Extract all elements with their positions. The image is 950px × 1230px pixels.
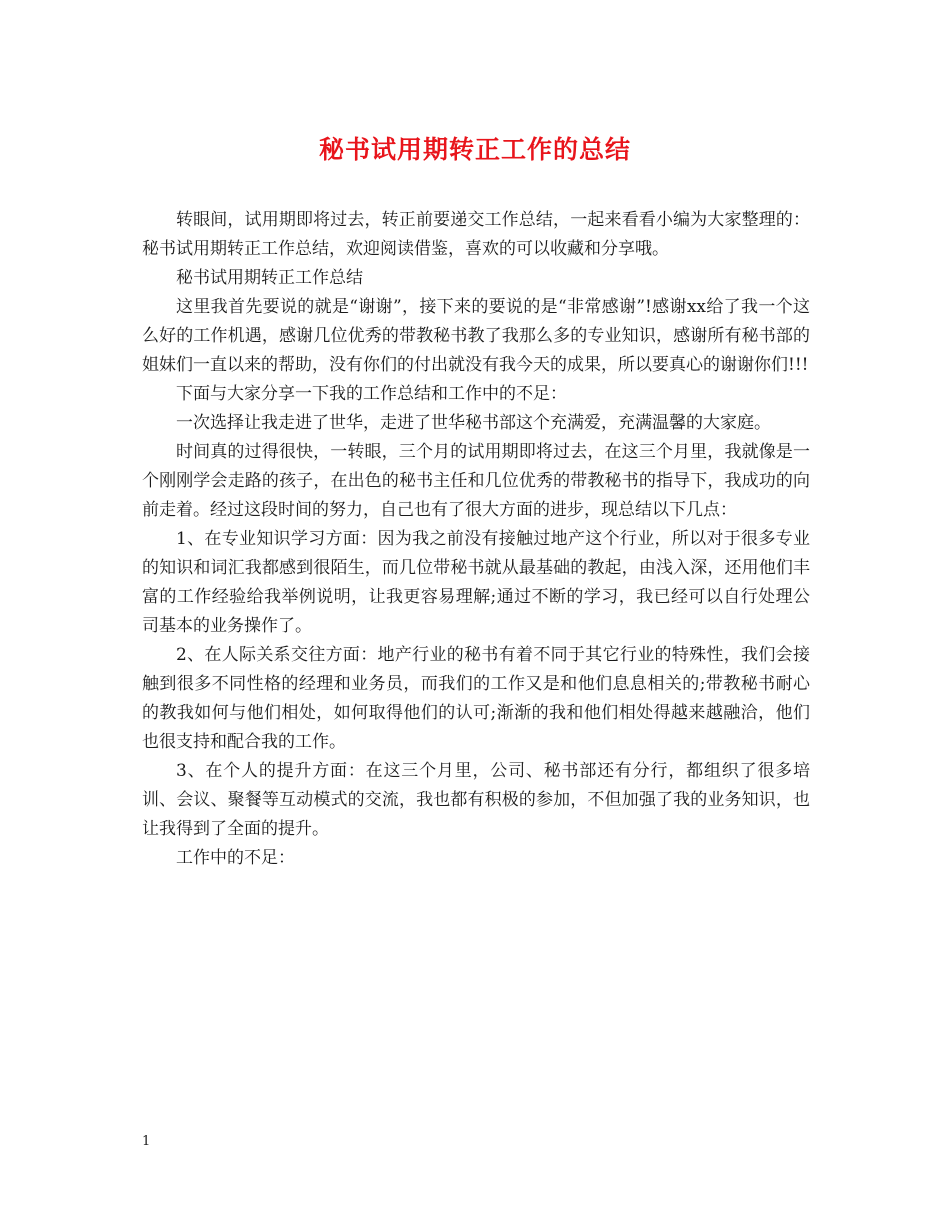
share-paragraph: 下面与大家分享一下我的工作总结和工作中的不足： <box>176 384 567 404</box>
point-1-paragraph: 1、在专业知识学习方面：因为我之前没有接触过地产这个行业，所以对于很多专业的知识和词汇我都感到很陌生，而几位带秘书就从最基础的教起，由浅入深，还用他们丰富的工作经验给我举例说明，让我更容易理解;通过不断的学习，我已经可以自行处理公司基本的业务操作了。 <box>142 529 810 636</box>
document-body <box>142 206 810 873</box>
point-3-paragraph: 3、在个人的提升方面：在这三个月里，公司、秘书部还有分行，都组织了很多培训、会议、聚餐等互动模式的交流，我也都有积极的参加，不但加强了我的业务知识，也让我得到了全面的提升。 <box>142 761 810 839</box>
point-2-paragraph: 2、在人际关系交往方面：地产行业的秘书有着不同于其它行业的特殊性，我们会接触到很多不同性格的经理和业务员，而我们的工作又是和他们息息相关的;带教秘书耐心的教我如何与他们相处，如何取得他们的认可;渐渐的我和他们相处得越来越融洽，他们也很支持和配合我的工作。 <box>142 645 810 752</box>
shortcomings-heading: 工作中的不足： <box>176 848 295 868</box>
document-title: 秘书试用期转正工作的总结 <box>318 135 631 164</box>
time-paragraph: 时间真的过得很快，一转眼，三个月的试用期即将过去，在这三个月里，我就像是一个刚刚学会走路的孩子，在出色的秘书主任和几位优秀的带教秘书的指导下，我成功的向前走着。经过这段时间的努力，自己也有了很大方面的进步，现总结以下几点： <box>142 442 810 520</box>
choice-paragraph: 一次选择让我走进了世华，走进了世华秘书部这个充满爱，充满温馨的大家庭。 <box>176 413 771 433</box>
thanks-paragraph: 这里我首先要说的就是“谢谢”，接下来的要说的是“非常感谢”!感谢xx给了我一个这么好的工作机遇，感谢几位优秀的带教秘书教了我那么多的专业知识，感谢所有秘书部的姐妹们一直以来的帮助，没有你们的付出就没有我今天的成果，所以要真心的谢谢你们!!! <box>142 297 810 375</box>
intro-paragraph: 转眼间，试用期即将过去，转正前要递交工作总结，一起来看看小编为大家整理的：秘书试用期转正工作总结，欢迎阅读借鉴，喜欢的可以收藏和分享哦。 <box>142 210 810 259</box>
subtitle-paragraph: 秘书试用期转正工作总结 <box>176 268 363 288</box>
page-number: 1 <box>142 1134 151 1149</box>
